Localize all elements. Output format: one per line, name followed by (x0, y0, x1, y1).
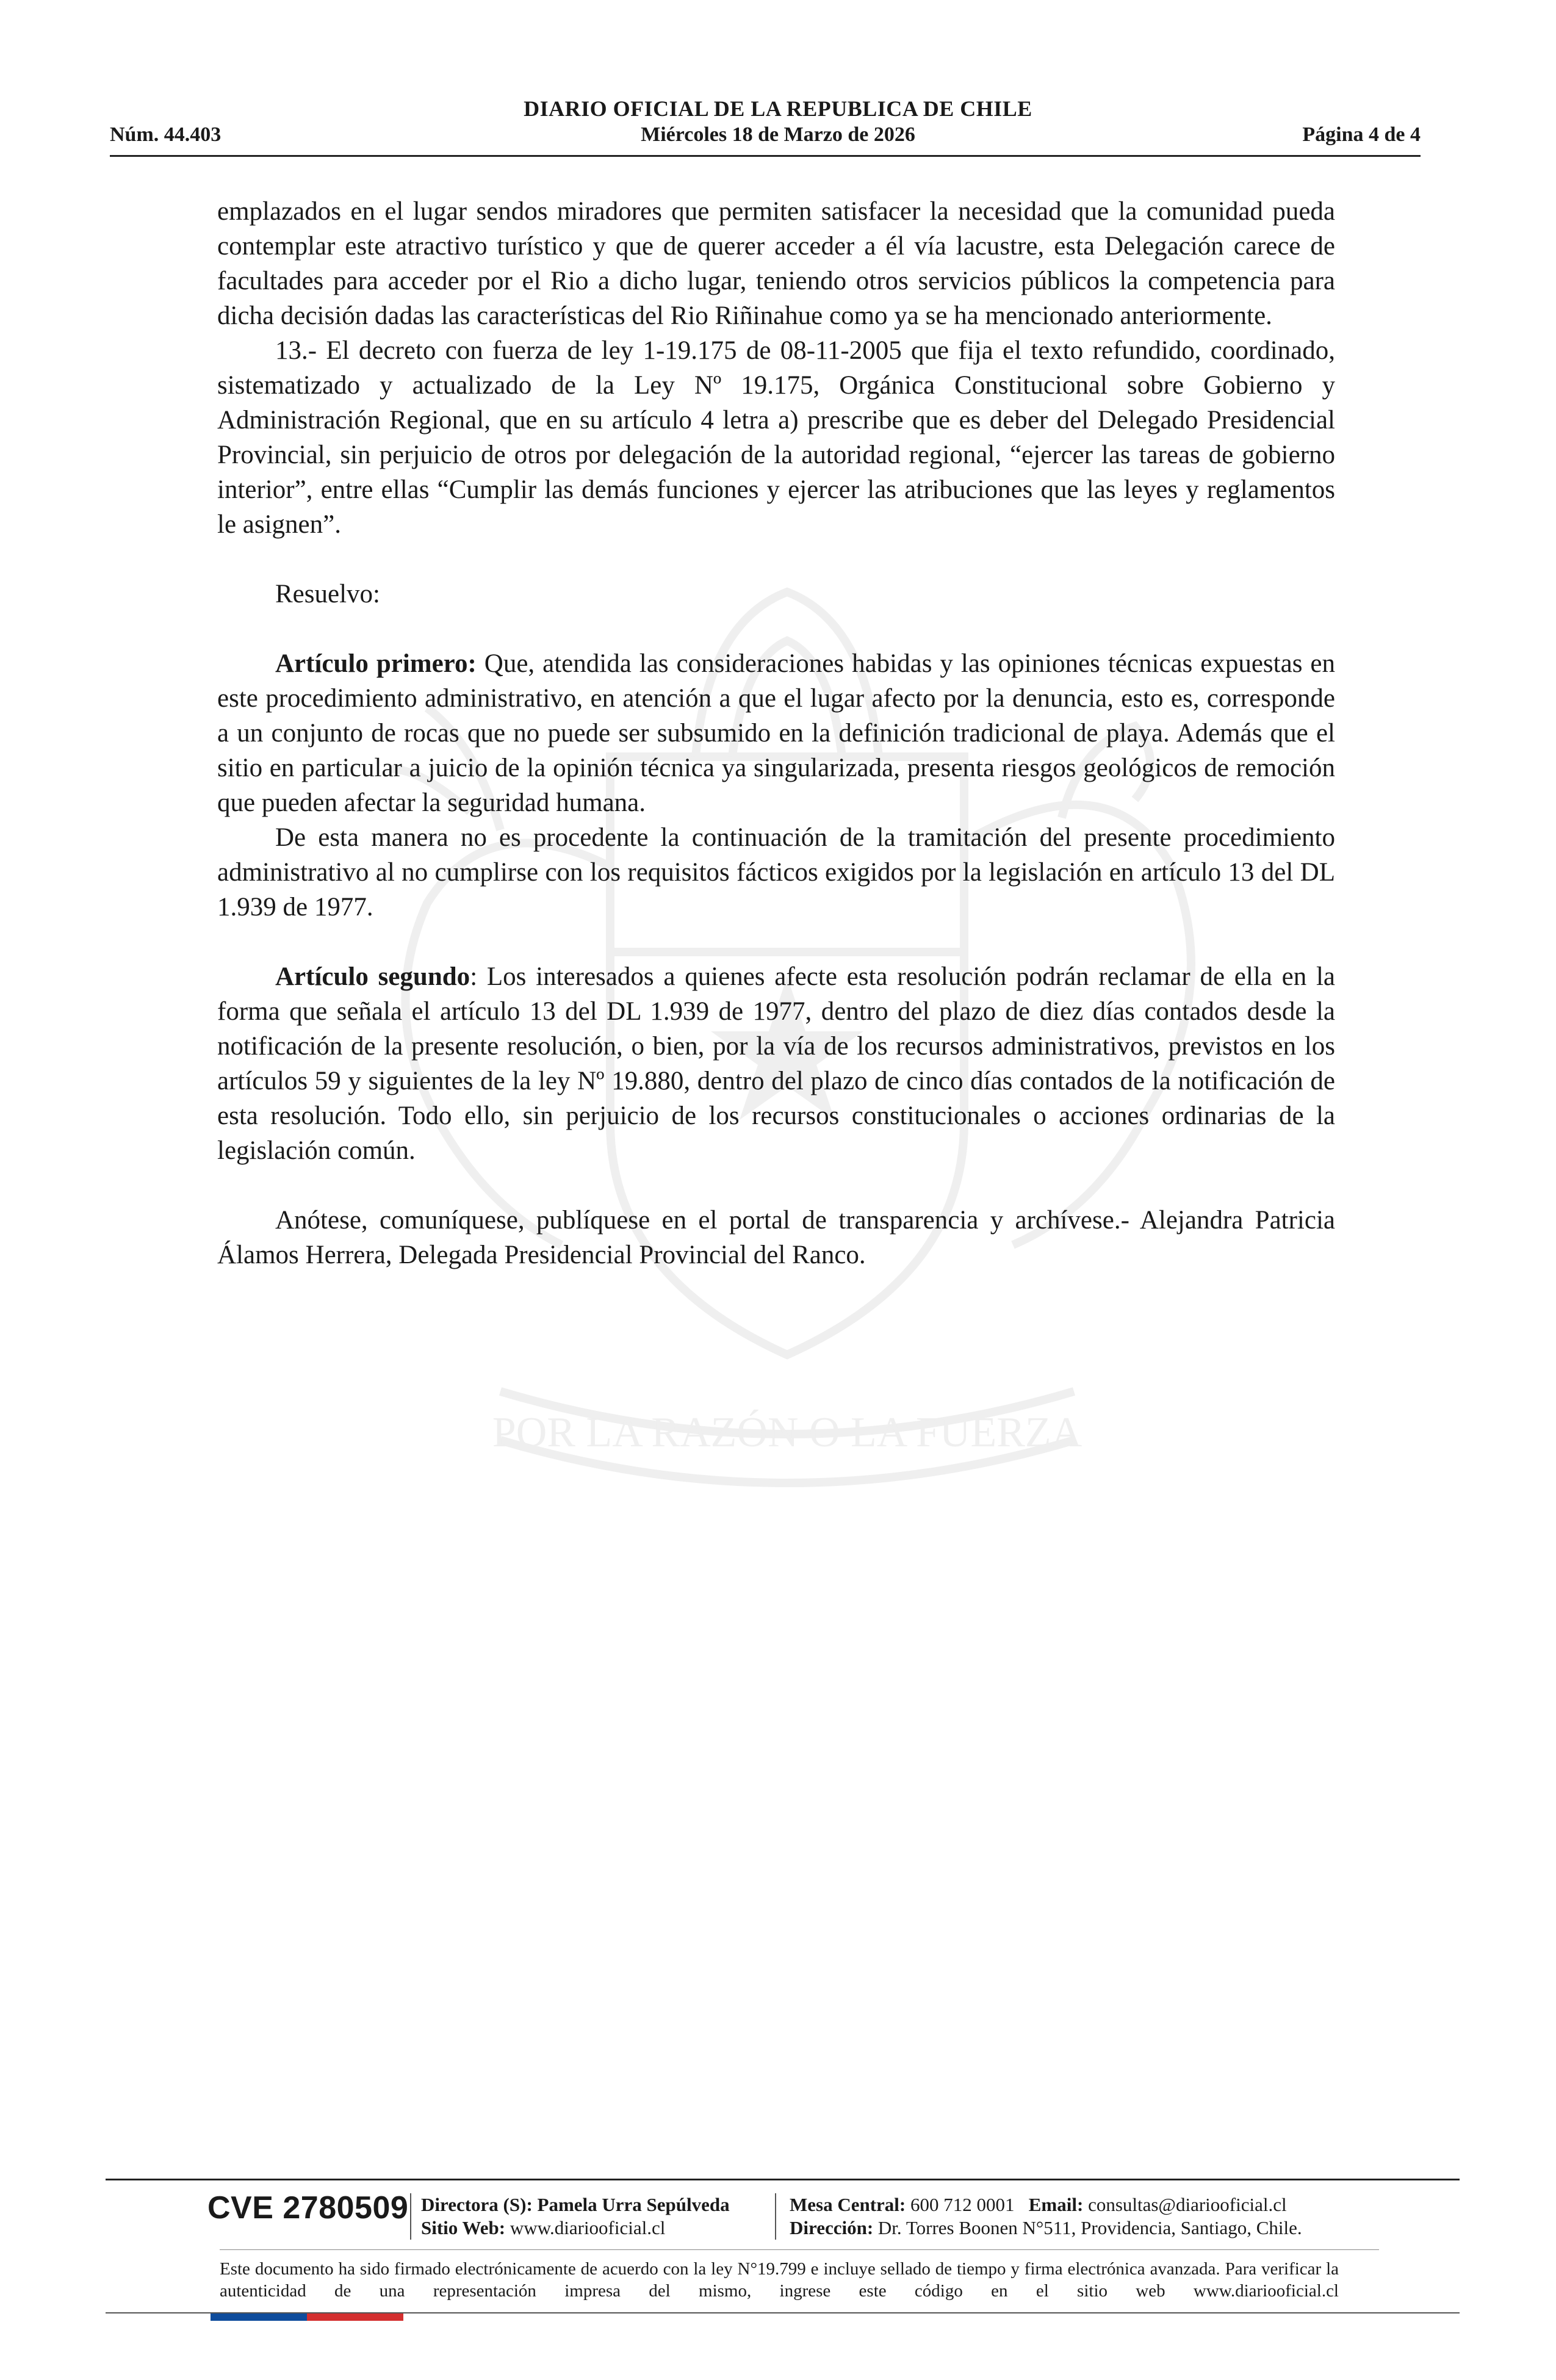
cve-code: CVE 2780509 (207, 2190, 409, 2226)
issue-date: Miércoles 18 de Marzo de 2026 (641, 123, 915, 146)
article-first-continuation: De esta manera no es procedente la continuación de la tramitación del presente procedimiento administrativo al no cumplirse con los requisitos fácticos exigidos por la legislación en artículo 13 del DL 1.939 de 1977. (217, 823, 1335, 921)
email-label: Email: (1028, 2194, 1084, 2215)
footer-separator (410, 2193, 411, 2240)
article-first-text: Que, atendida las consideraciones habidas y las opiniones técnicas expuestas en este procedimiento administrativo, en atención a que el lugar afecto por la denuncia, esto es, corresponde a un conjunto de rocas que no puede ser subsumido en la definición tradicional de playa. Además que el sitio en particular a juicio de la opinión técnica ya singularizada, presenta riesgos geológicos de remoción que pueden afectar la seguridad humana. (217, 649, 1335, 817)
paragraph-point-13: 13.- El decreto con fuerza de ley 1-19.175 de 08-11-2005 que fija el texto refundido, coordinado, sistematizado y actualizado de la Ley Nº 19.175, Orgánica Constitucional sobre Gobierno y Administración Regional, que en su artículo 4 letra a) prescribe que es deber del Delegado Presidencial Provincial, sin perjuicio de otros por delegación de la autoridad regional, “ejercer las tareas de gobierno interior”, entre ellas “Cumplir las demás funciones y ejercer las atribuciones que las leyes y reglamentos le asignen”. (217, 336, 1335, 539)
article-first (217, 646, 1335, 820)
article-first-label: Artículo primero: (275, 649, 477, 678)
address-label: Dirección: (790, 2217, 874, 2238)
electronic-signature-note: Este documento ha sido firmado electrónicamente de acuerdo con la ley N°19.799 e incluye sellado de tiempo y firma electrónica avanzada. Para verificar la autenticidad de una representación impresa del mismo, ingrese este código en el sitio web www.diariooficial.cl (220, 2259, 1339, 2301)
paragraph-continuation: emplazados en el lugar sendos miradores que permiten satisfacer la necesidad que la comunidad pueda contemplar este atractivo turístico y que de querer acceder a él vía lacustre, esta Delegación carece de facultades para acceder por el Rio a dicho lugar, teniendo otros servicios públicos la competencia para dicha decisión dadas las características del Rio Riñinahue como ya se ha mencionado anteriormente. (217, 197, 1335, 330)
footer-divider-top (106, 2179, 1460, 2180)
phone-value: 600 712 0001 (910, 2194, 1015, 2215)
issue-number: Núm. 44.403 (110, 123, 222, 146)
motto-text: POR LA RAZÓN O LA FUERZA (492, 1409, 1082, 1456)
website-label: Sitio Web: (421, 2217, 506, 2238)
resolves-heading: Resuelvo: (275, 580, 380, 608)
flag-stripe-red (307, 2313, 403, 2321)
flag-stripe-blue (211, 2313, 307, 2321)
closing-signature: Anótese, comuníquese, publíquese en el portal de transparencia y archívese.- Alejandra Patricia Álamos Herrera, Delegada Presidencial Provincial del Ranco. (217, 1206, 1335, 1269)
article-second (217, 959, 1335, 1168)
footer-separator (775, 2193, 776, 2240)
phone-label: Mesa Central: (790, 2194, 906, 2215)
page-indicator: Página 4 de 4 (1302, 123, 1421, 146)
footer-thin-divider (220, 2249, 1379, 2250)
director-label: Directora (S): (421, 2194, 533, 2215)
email-value[interactable]: consultas@diariooficial.cl (1088, 2194, 1287, 2215)
footer-editorial-info (421, 2193, 730, 2240)
article-second-text: : Los interesados a quienes afecte esta resolución podrán reclamar de ella en la forma que señala el artículo 13 del DL 1.939 de 1977, dentro del plazo de diez días contados desde la notificación de la presente resolución, o bien, por la vía de los recursos administrativos, previstos en los artículos 59 y siguientes de la ley Nº 19.880, dentro del plazo de cinco días contados de la notificación de esta resolución. Todo ello, sin perjuicio de los recursos constitucionales o acciones ordinarias de la legislación común. (217, 962, 1335, 1165)
director-name: Pamela Urra Sepúlveda (537, 2194, 730, 2215)
address-value: Dr. Torres Boonen N°511, Providencia, Santiago, Chile. (877, 2217, 1302, 2238)
website-value[interactable]: www.diariooficial.cl (510, 2217, 666, 2238)
header-divider (110, 155, 1421, 157)
article-second-label: Artículo segundo (275, 962, 470, 991)
gazette-title: DIARIO OFICIAL DE LA REPUBLICA DE CHILE (524, 96, 1032, 121)
footer-contact-info (790, 2193, 1302, 2240)
resolution-body (217, 194, 1335, 1272)
